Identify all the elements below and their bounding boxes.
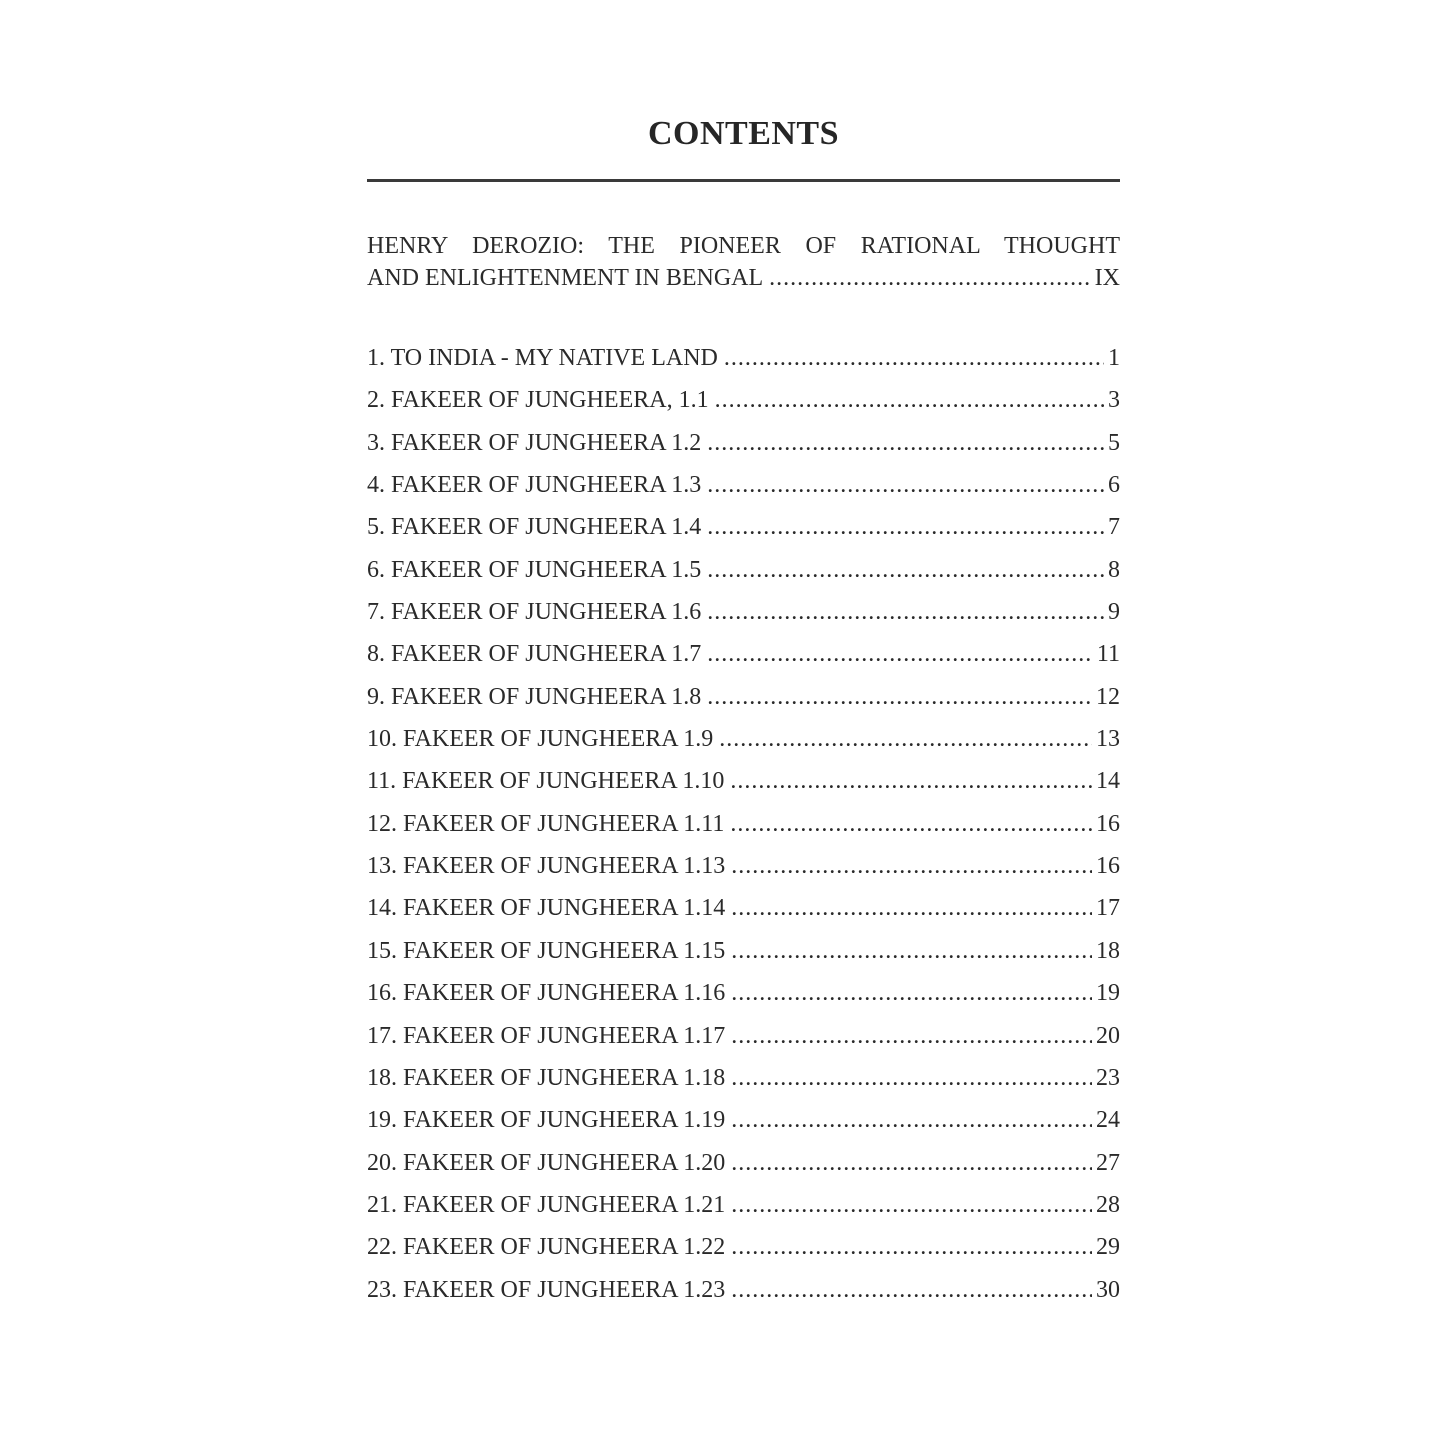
intro-entry-line2 [367,262,1120,294]
toc-entry [367,768,1120,810]
toc-entry-page: 6 [1108,472,1120,499]
intro-entry-label: AND ENLIGHTENMENT IN BENGAL [367,265,764,291]
toc-entry [367,514,1120,556]
dot-leader [707,599,1104,626]
dot-leader [731,1234,1092,1261]
dot-leader [707,430,1104,457]
title-divider [367,179,1120,182]
toc-entry-page: 7 [1108,514,1120,541]
dot-leader [769,262,1091,294]
toc-entry-label: 10. FAKEER OF JUNGHEERA 1.9 [367,726,714,753]
toc-entry [367,853,1120,895]
toc-entry [367,641,1120,683]
toc-entry-list [367,345,1120,1319]
toc-entry-page: 14 [1096,768,1120,795]
toc-entry-label: 16. FAKEER OF JUNGHEERA 1.16 [367,980,726,1007]
toc-entry [367,387,1120,429]
toc-entry [367,684,1120,726]
toc-entry [367,430,1120,472]
toc-entry-page: 17 [1096,895,1120,922]
toc-entry [367,557,1120,599]
toc-entry-label: 8. FAKEER OF JUNGHEERA 1.7 [367,641,702,668]
toc-entry [367,895,1120,937]
toc-entry-page: 19 [1096,980,1120,1007]
toc-entry-label: 22. FAKEER OF JUNGHEERA 1.22 [367,1234,726,1261]
toc-entry-label: 13. FAKEER OF JUNGHEERA 1.13 [367,853,726,880]
toc-entry-label: 20. FAKEER OF JUNGHEERA 1.20 [367,1149,726,1176]
toc-entry-label: 15. FAKEER OF JUNGHEERA 1.15 [367,937,726,964]
dot-leader [719,726,1092,753]
dot-leader [707,684,1092,711]
toc-entry-label: 7. FAKEER OF JUNGHEERA 1.6 [367,599,702,626]
toc-entry-label: 1. TO INDIA - MY NATIVE LAND [367,345,718,371]
toc-entry-label: 17. FAKEER OF JUNGHEERA 1.17 [367,1022,726,1049]
toc-entry-page: 3 [1108,387,1120,414]
toc-entry-page: 20 [1096,1022,1120,1049]
toc-entry-page: 8 [1108,556,1120,583]
intro-entry [367,230,1120,294]
dot-leader [707,514,1104,541]
toc-entry-page: 29 [1096,1234,1120,1261]
intro-entry-page: IX [1094,265,1120,291]
toc-entry [367,811,1120,853]
toc-entry [367,345,1120,387]
toc-entry-label: 12. FAKEER OF JUNGHEERA 1.11 [367,810,725,837]
dot-leader [715,387,1104,414]
toc-entry [367,1150,1120,1192]
dot-leader [731,1065,1092,1092]
toc-entry [367,980,1120,1022]
toc-entry-page: 18 [1096,937,1120,964]
toc-entry [367,472,1120,514]
toc-entry [367,726,1120,768]
toc-entry-page: 27 [1096,1149,1120,1176]
dot-leader [724,345,1104,372]
toc-entry-page: 23 [1096,1064,1120,1091]
toc-entry [367,1023,1120,1065]
toc-entry [367,1192,1120,1234]
dot-leader [731,1150,1092,1177]
dot-leader [731,938,1092,965]
dot-leader [731,1023,1092,1050]
toc-entry-page: 24 [1096,1107,1120,1134]
toc-entry-label: 11. FAKEER OF JUNGHEERA 1.10 [367,768,725,795]
toc-entry-label: 3. FAKEER OF JUNGHEERA 1.2 [367,429,702,456]
dot-leader [707,472,1104,499]
toc-entry [367,1234,1120,1276]
dot-leader [730,768,1092,795]
dot-leader [731,853,1092,880]
toc-entry-label: 14. FAKEER OF JUNGHEERA 1.14 [367,895,726,922]
toc-entry [367,1065,1120,1107]
dot-leader [730,811,1092,838]
toc-entry-page: 9 [1108,599,1120,626]
toc-entry [367,1277,1120,1319]
dot-leader [731,1107,1092,1134]
toc-entry-page: 5 [1108,429,1120,456]
toc-entry-label: 2. FAKEER OF JUNGHEERA, 1.1 [367,387,709,414]
toc-entry-label: 21. FAKEER OF JUNGHEERA 1.21 [367,1191,726,1218]
dot-leader [707,557,1104,584]
toc-entry-label: 23. FAKEER OF JUNGHEERA 1.23 [367,1276,726,1303]
toc-entry-page: 11 [1096,641,1120,668]
toc-entry-label: 19. FAKEER OF JUNGHEERA 1.19 [367,1107,726,1134]
dot-leader [731,1277,1092,1304]
toc-entry [367,599,1120,641]
toc-entry-label: 4. FAKEER OF JUNGHEERA 1.3 [367,472,702,499]
intro-entry-line1: HENRY DEROZIO: THE PIONEER OF RATIONAL THOUGHT [367,233,1120,259]
toc-entry-page: 28 [1096,1191,1120,1218]
toc-entry-page: 13 [1096,726,1120,753]
toc-entry-page: 30 [1096,1276,1120,1303]
page-title: CONTENTS [647,115,840,152]
dot-leader [731,1192,1092,1219]
toc-entry-label: 6. FAKEER OF JUNGHEERA 1.5 [367,556,702,583]
toc-entry-label: 5. FAKEER OF JUNGHEERA 1.4 [367,514,702,541]
dot-leader [707,641,1093,668]
toc-entry-label: 9. FAKEER OF JUNGHEERA 1.8 [367,683,702,710]
toc-entry [367,938,1120,980]
toc-entry-page: 1 [1108,345,1120,371]
toc-entry-page: 12 [1096,683,1120,710]
dot-leader [731,895,1092,922]
toc-entry-page: 16 [1096,853,1120,880]
dot-leader [731,980,1092,1007]
toc-entry [367,1107,1120,1149]
toc-entry-label: 18. FAKEER OF JUNGHEERA 1.18 [367,1064,726,1091]
toc-entry-page: 16 [1096,810,1120,837]
